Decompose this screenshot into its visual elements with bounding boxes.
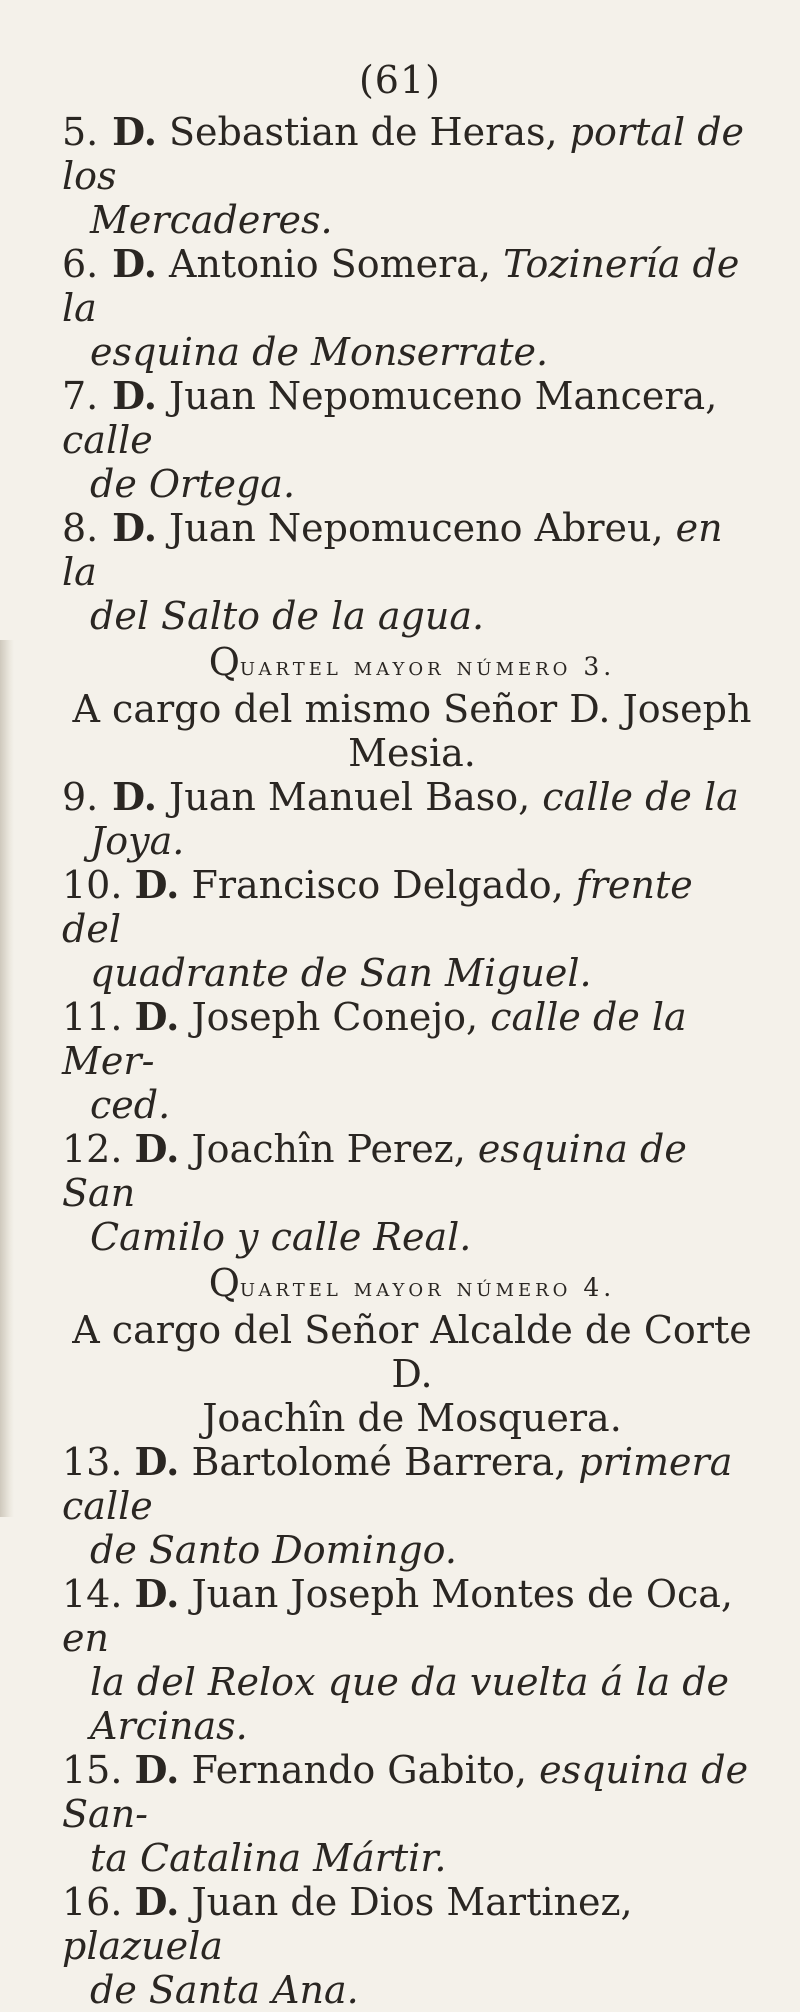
entry-title: D.	[112, 505, 157, 550]
list-item	[62, 242, 762, 374]
entry-location: plazuela	[62, 1924, 223, 1968]
entry-number: 7.	[62, 374, 99, 418]
page-spine-shadow	[0, 640, 14, 1517]
entry-title: D.	[134, 1439, 180, 1484]
entry-name: Antonio Somera,	[169, 242, 491, 286]
entry-location: esquina de San	[62, 1127, 687, 1215]
entry-location: frente del	[62, 863, 693, 951]
list-item	[62, 1748, 762, 1880]
list-item	[62, 1440, 762, 1572]
entry-title: D.	[134, 862, 180, 907]
list-item	[62, 1880, 762, 2012]
section-heading: Quartel mayor número 4.	[208, 1261, 616, 1305]
entry-number: 11.	[62, 995, 123, 1039]
entry-location-cont: de Santo Domingo.	[90, 1528, 457, 1572]
entry-number: 10.	[62, 863, 123, 907]
entry-location: en la	[62, 506, 723, 594]
list-item	[62, 775, 762, 863]
section-heading: Quartel mayor número 3.	[208, 640, 616, 684]
entry-location: portal de los	[62, 110, 745, 198]
entry-location: primera calle	[62, 1440, 733, 1528]
entry-location: esquina de San-	[62, 1748, 749, 1836]
entry-number: 8.	[62, 506, 99, 550]
entry-location: calle de la Mer-	[62, 995, 687, 1083]
list-item	[62, 1572, 762, 1748]
entry-location-cont: Joya.	[90, 819, 185, 863]
entry-location-cont: del Salto de la agua.	[90, 594, 485, 638]
entry-name: Juan Manuel Baso,	[169, 775, 531, 819]
entry-number: 5.	[62, 110, 99, 154]
entry-name: Bartolomé Barrera,	[191, 1440, 567, 1484]
entry-location: calle de la	[542, 775, 739, 819]
entry-number: 14.	[62, 1572, 123, 1616]
section-charge: A cargo del mismo Señor D. Joseph Mesia.	[72, 687, 752, 775]
entry-title: D.	[112, 774, 157, 819]
list-item	[62, 863, 762, 995]
entry-location-cont: de Ortega.	[90, 462, 296, 506]
list-item	[62, 374, 762, 506]
page-text	[62, 110, 762, 2012]
section-charge: A cargo del Señor Alcalde de Corte D. Joachîn de Mosquera.	[72, 1308, 752, 1440]
entry-number: 12.	[62, 1127, 123, 1171]
entry-number: 9.	[62, 775, 99, 819]
entry-location-cont: Camilo y calle Real.	[90, 1215, 472, 1259]
entry-title: D.	[112, 109, 157, 154]
entry-location-cont: quadrante de San Miguel.	[90, 951, 592, 995]
entry-title: D.	[134, 1126, 180, 1171]
entry-location-cont: la del Relox que da vuelta á la de Arcinas.	[90, 1660, 730, 1748]
entry-number: 15.	[62, 1748, 123, 1792]
entry-name: Juan de Dios Martinez,	[191, 1880, 633, 1924]
entry-location: en	[62, 1616, 109, 1660]
entry-title: D.	[112, 373, 157, 418]
entry-name: Sebastian de Heras,	[169, 110, 558, 154]
list-item	[62, 1127, 762, 1259]
entry-location-cont: esquina de Monserrate.	[90, 330, 549, 374]
entry-name: Juan Nepomuceno Abreu,	[169, 506, 664, 550]
entry-title: D.	[112, 241, 157, 286]
entry-title: D.	[134, 994, 180, 1039]
list-item	[62, 995, 762, 1127]
list-item	[62, 506, 762, 638]
entry-number: 6.	[62, 242, 99, 286]
list-item	[62, 110, 762, 242]
entry-name: Joachîn Perez,	[191, 1127, 466, 1171]
entry-location-cont: ta Catalina Mártir.	[90, 1836, 447, 1880]
entry-name: Joseph Conejo,	[191, 995, 479, 1039]
entry-location-cont: Mercaderes.	[90, 198, 333, 242]
entry-name: Francisco Delgado,	[191, 863, 564, 907]
entry-number: 13.	[62, 1440, 123, 1484]
entry-number: 16.	[62, 1880, 123, 1924]
entry-name: Fernando Gabito,	[191, 1748, 527, 1792]
entry-title: D.	[134, 1879, 180, 1924]
entry-name: Juan Nepomuceno Mancera,	[169, 374, 718, 418]
entry-title: D.	[134, 1747, 180, 1792]
entry-title: D.	[134, 1571, 180, 1616]
entry-location: calle	[62, 418, 153, 462]
page-number: (61)	[358, 58, 441, 102]
entry-location-cont: de Santa Ana.	[90, 1968, 359, 2012]
entry-location-cont: ced.	[90, 1083, 171, 1127]
entry-name: Juan Joseph Montes de Oca,	[191, 1572, 734, 1616]
entry-location: Tozinería de la	[62, 242, 740, 330]
